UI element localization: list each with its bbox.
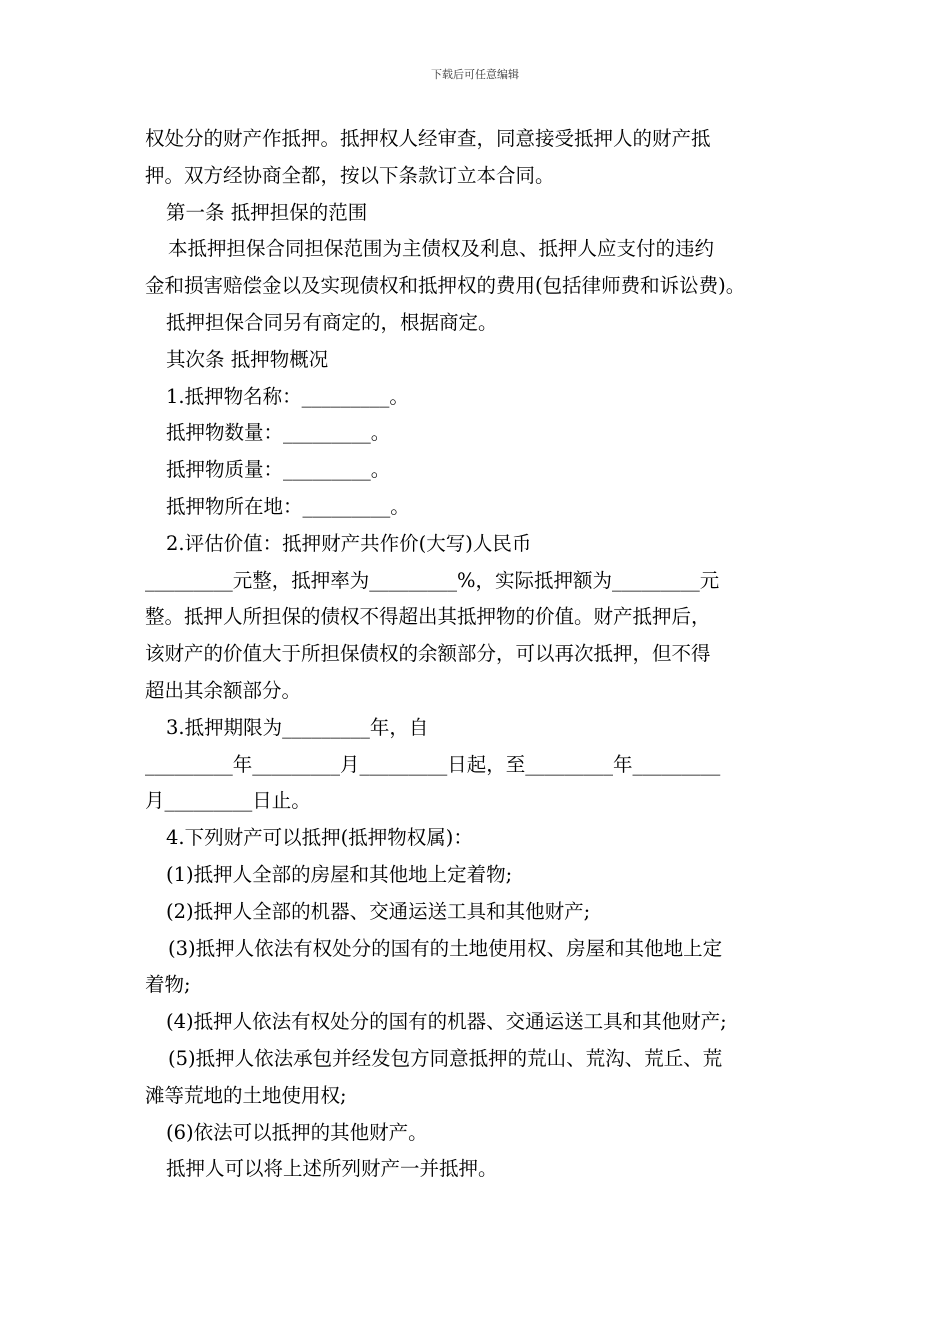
text-line: 着物; xyxy=(145,973,191,997)
text-line: 4.下列财产可以抵押(抵押物权属)： xyxy=(166,826,473,850)
text-line: 月_________日止。 xyxy=(145,789,311,813)
text-line: 滩等荒地的土地使用权; xyxy=(145,1083,347,1107)
text-line: 本抵押担保合同担保范围为主债权及利息、抵押人应支付的违约 xyxy=(168,237,715,261)
contract-body xyxy=(145,121,811,1188)
text-line: 2.评估价值：抵押财产共作价(大写)人民币 xyxy=(166,531,532,555)
text-line: _________元整，抵押率为_________%，实际抵押额为_________元 xyxy=(145,568,720,592)
text-line: 第一条 抵押担保的范围 xyxy=(166,200,368,224)
text-line: 1.抵押物名称：_________。 xyxy=(166,384,409,408)
text-line: (3)抵押人依法有权处分的国有的土地使用权、房屋和其他地上定 xyxy=(168,936,723,960)
text-line: (2)抵押人全部的机器、交通运送工具和其他财产; xyxy=(166,899,591,923)
text-line: 押。双方经协商全都，按以下条款订立本合同。 xyxy=(145,163,555,187)
text-line: (4)抵押人依法有权处分的国有的机器、交通运送工具和其他财产; xyxy=(166,1010,727,1034)
page-header: 下载后可任意编辑 xyxy=(431,68,519,81)
text-line: 该财产的价值大于所担保债权的余额部分，可以再次抵押，但不得 xyxy=(145,642,711,666)
text-line: 抵押人可以将上述所列财产一并抵押。 xyxy=(166,1157,498,1181)
text-line: 抵押物质量：_________。 xyxy=(166,458,391,482)
text-line: 抵押担保合同另有商定的，根据商定。 xyxy=(166,310,498,334)
text-line: 其次条 抵押物概况 xyxy=(166,347,329,371)
text-line: _________年_________月_________日起，至_________年_________ xyxy=(145,752,721,776)
text-line: 抵押物数量：_________。 xyxy=(166,421,391,445)
text-line: 金和损害赔偿金以及实现债权和抵押权的费用(包括律师费和诉讼费)。 xyxy=(145,274,746,298)
text-line: 超出其余额部分。 xyxy=(145,678,302,702)
text-line: 权处分的财产作抵押。抵押权人经审查，同意接受抵押人的财产抵 xyxy=(145,127,711,150)
text-line: (1)抵押人全部的房屋和其他地上定着物; xyxy=(166,862,513,886)
text-line: (6)依法可以抵押的其他财产。 xyxy=(166,1120,428,1144)
text-line: (5)抵押人依法承包并经发包方同意抵押的荒山、荒沟、荒丘、荒 xyxy=(168,1046,723,1070)
text-line: 3.抵押期限为_________年，自 xyxy=(166,715,429,739)
text-line: 整。抵押人所担保的债权不得超出其抵押物的价值。财产抵押后， xyxy=(145,605,711,629)
text-line: 抵押物所在地：_________。 xyxy=(166,494,410,518)
